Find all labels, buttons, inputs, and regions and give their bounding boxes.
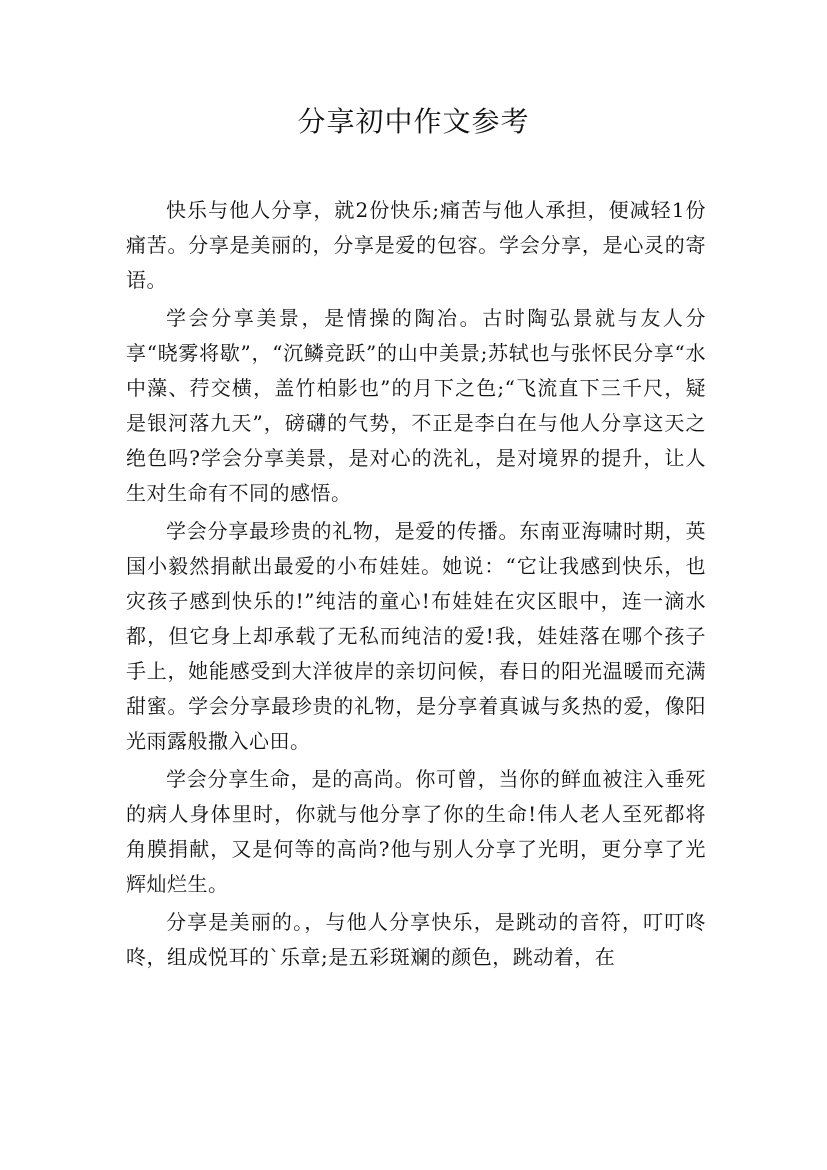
- paragraph-3: 学会分享最珍贵的礼物，是爱的传播。东南亚海啸时期，英国小毅然捐献出最爱的小布娃娃。她说：“它让我感到快乐，也灾孩子感到快乐的!”纯洁的童心!布娃娃在灾区眼中，连一滴水都，但它身上却承载了无私而纯洁的爱!我，娃娃落在哪个孩子手上，她能感受到大洋彼岸的亲切问候，春日的阳光温暖而充满甜蜜。学会分享最珍贵的礼物，是分享着真诚与炙热的爱，像阳光雨露般撒入心田。: [126, 519, 706, 753]
- paragraph-1: 快乐与他人分享，就2份快乐;痛苦与他人承担，便减轻1份痛苦。分享是美丽的，分享是爱的包容。学会分享，是心灵的寄语。: [126, 198, 706, 292]
- paragraph-5: 分享是美丽的。，与他人分享快乐，是跳动的音符，叮叮咚咚，组成悦耳的`乐章;是五彩斑斓的颜色，跳动着，在: [126, 910, 706, 969]
- document-body: [126, 193, 706, 978]
- document-title: 分享初中作文参考: [297, 105, 530, 138]
- paragraph-4: 学会分享生命，是的高尚。你可曾，当你的鲜血被注入垂死的病人身体里时，你就与他分享了你的生命!伟人老人至死都将角膜捐献，又是何等的高尚?他与别人分享了光明，更分享了光辉灿烂生。: [126, 767, 706, 896]
- paragraph-2: 学会分享美景，是情操的陶冶。古时陶弘景就与友人分享“晓雾将歇”，“沉鳞竞跃”的山中美景;苏轼也与张怀民分享“水中藻、荇交横，盖竹柏影也”的月下之色;“飞流直下三千尺，疑是银河落九天”，磅礴的气势，不正是李白在与他人分享这天之绝色吗?学会分享美景，是对心的洗礼，是对境界的提升，让人生对生命有不同的感悟。: [126, 306, 706, 505]
